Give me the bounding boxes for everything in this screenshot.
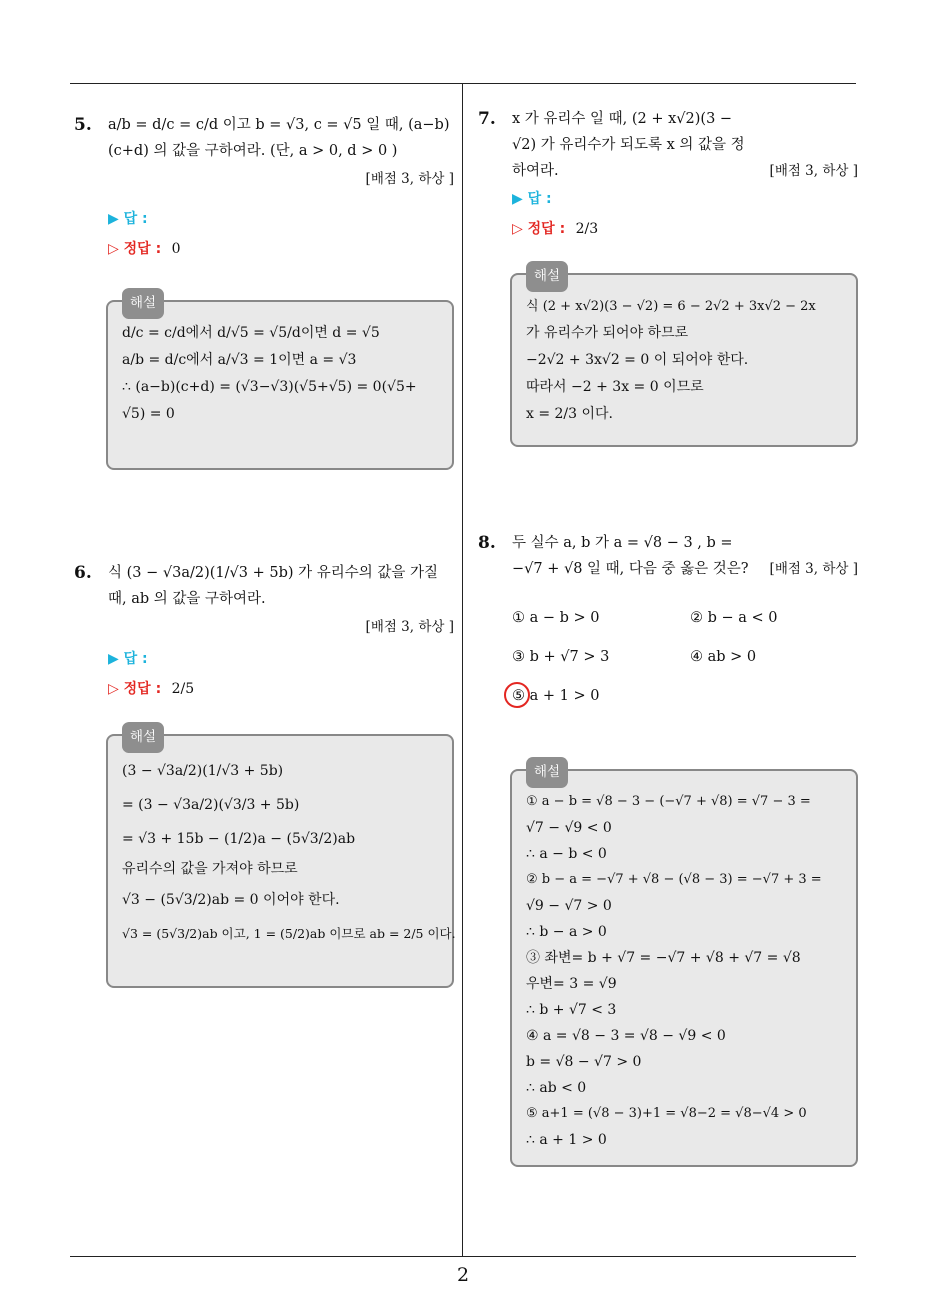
solution-value: 2/5 (171, 681, 195, 697)
explanation-line: ③ 좌변= b + √7 = −√7 + √8 + √7 = √8 (526, 950, 801, 966)
choice-4[interactable]: ④ ab > 0 (690, 649, 757, 665)
answer-label: ▶ 답 : (108, 211, 148, 227)
explanation-line: 유리수의 값을 가져야 하므로 (122, 861, 298, 877)
problem-points: [배점 3, 하상 ] (769, 561, 858, 577)
explanation-line: √3 − (5√3/2)ab = 0 이어야 한다. (122, 892, 340, 908)
answer-label: ▶ 답 : (108, 651, 148, 667)
explanation-line: ∴ ab < 0 (526, 1080, 587, 1096)
footer-rule (70, 1256, 856, 1257)
solution-label: ▷ 정답 : (108, 681, 162, 697)
explanation-line: ∴ (a−b)(c+d) = (√3−√3)(√5+√5) = 0(√5+ (122, 379, 417, 395)
explanation-line: ∴ a − b < 0 (526, 846, 607, 862)
problem-text: 식 (3 − √3a/2)(1/√3 + 5b) 가 유리수의 값을 가질 때, ab 의 값을 구하여라. (108, 565, 439, 607)
explanation-tag: 해설 (122, 288, 164, 319)
explanation-line: 따라서 −2 + 3x = 0 이므로 (526, 379, 704, 395)
explanation-line: ① a − b = √8 − 3 − (−√7 + √8) = √7 − 3 = (526, 794, 811, 809)
explanation-line: a/b = d/c에서 a/√3 = 1이면 a = √3 (122, 352, 357, 368)
explanation-line: ② b − a = −√7 + √8 − (√8 − 3) = −√7 + 3 = (526, 872, 822, 887)
answer-line (108, 204, 454, 234)
explanation-line: ⑤ a+1 = (√8 − 3)+1 = √8−2 = √8−√4 > 0 (526, 1106, 807, 1121)
explanation-line: √7 − √9 < 0 (526, 820, 612, 836)
answer-label: ▶ 답 : (512, 191, 552, 207)
solution-value: 2/3 (575, 221, 599, 237)
problem-number: 7. (478, 109, 496, 129)
column-divider (462, 84, 463, 1256)
explanation-tag: 해설 (526, 261, 568, 292)
explanation-line: √5) = 0 (122, 406, 175, 422)
solution-line (108, 234, 454, 264)
explanation-line: 식 (2 + x√2)(3 − √2) = 6 − 2√2 + 3x√2 − 2x (526, 299, 816, 314)
explanation-tag: 해설 (122, 722, 164, 753)
problem-text: a/b = d/c = c/d 이고 b = √3, c = √5 일 때, (a−b)(c+d) 의 값을 구하여라. (단, a > 0, d > 0 ) (108, 117, 450, 159)
problem-points: [배점 3, 하상 ] (365, 619, 454, 635)
solution-value: 0 (171, 241, 181, 257)
explanation-line: ∴ b − a > 0 (526, 924, 607, 940)
choice-5-label: ⑤ a + 1 > 0 (512, 688, 600, 704)
problem-5 (74, 112, 454, 264)
choice-5[interactable] (512, 688, 599, 704)
problem-6 (74, 560, 454, 704)
problem-7 (478, 106, 858, 244)
choices (512, 610, 852, 720)
choice-1[interactable]: ① a − b > 0 (512, 610, 600, 626)
header-rule (70, 83, 856, 84)
solution-line (512, 214, 858, 244)
solution-label: ▷ 정답 : (512, 221, 566, 237)
explanation-line: x = 2/3 이다. (526, 406, 614, 422)
explanation-line: ∴ a + 1 > 0 (526, 1132, 607, 1148)
answer-line (108, 644, 454, 674)
explanation-line: √9 − √7 > 0 (526, 898, 612, 914)
solution-line (108, 674, 454, 704)
explanation-line: √3 = (5√3/2)ab 이고, 1 = (5/2)ab 이므로 ab = 2/5 이다. (122, 926, 456, 941)
explanation-box-6 (106, 729, 456, 988)
explanation-box-5 (106, 295, 454, 470)
choice-3[interactable]: ③ b + √7 > 3 (512, 649, 610, 665)
answer-line (512, 184, 858, 214)
problem-points: [배점 3, 하상 ] (769, 163, 858, 179)
problem-text: 두 실수 a, b 가 a = √8 − 3 , b = −√7 + √8 일 때, 다음 중 옳은 것은? (512, 535, 749, 577)
choice-2[interactable]: ② b − a < 0 (690, 610, 778, 626)
problem-number: 5. (74, 115, 92, 135)
explanation-line: = √3 + 15b − (1/2)a − (5√3/2)ab (122, 831, 356, 847)
explanation-box-8 (510, 764, 858, 1167)
solution-label: ▷ 정답 : (108, 241, 162, 257)
explanation-line: 가 유리수가 되어야 하므로 (526, 325, 689, 341)
page-number: 2 (456, 1264, 470, 1286)
explanation-tag: 해설 (526, 757, 568, 788)
explanation-line: ④ a = √8 − 3 = √8 − √9 < 0 (526, 1028, 726, 1044)
explanation-line: d/c = c/d에서 d/√5 = √5/d이면 d = √5 (122, 325, 380, 341)
problem-number: 6. (74, 563, 92, 583)
explanation-line: −2√2 + 3x√2 = 0 이 되어야 한다. (526, 352, 749, 368)
explanation-line: = (3 − √3a/2)(√3/3 + 5b) (122, 797, 300, 813)
explanation-line: b = √8 − √7 > 0 (526, 1054, 642, 1070)
correct-answer-mark (504, 682, 530, 708)
explanation-box-7 (510, 268, 858, 447)
explanation-line: 우변= 3 = √9 (526, 976, 617, 992)
problem-number: 8. (478, 533, 496, 553)
problem-text: x 가 유리수 일 때, (2 + x√2)(3 − √2) 가 유리수가 되도록 x 의 값을 정하여라. (512, 111, 745, 179)
problem-points: [배점 3, 하상 ] (365, 171, 454, 187)
problem-8 (478, 530, 858, 582)
explanation-line: ∴ b + √7 < 3 (526, 1002, 617, 1018)
explanation-line: (3 − √3a/2)(1/√3 + 5b) (122, 763, 284, 779)
